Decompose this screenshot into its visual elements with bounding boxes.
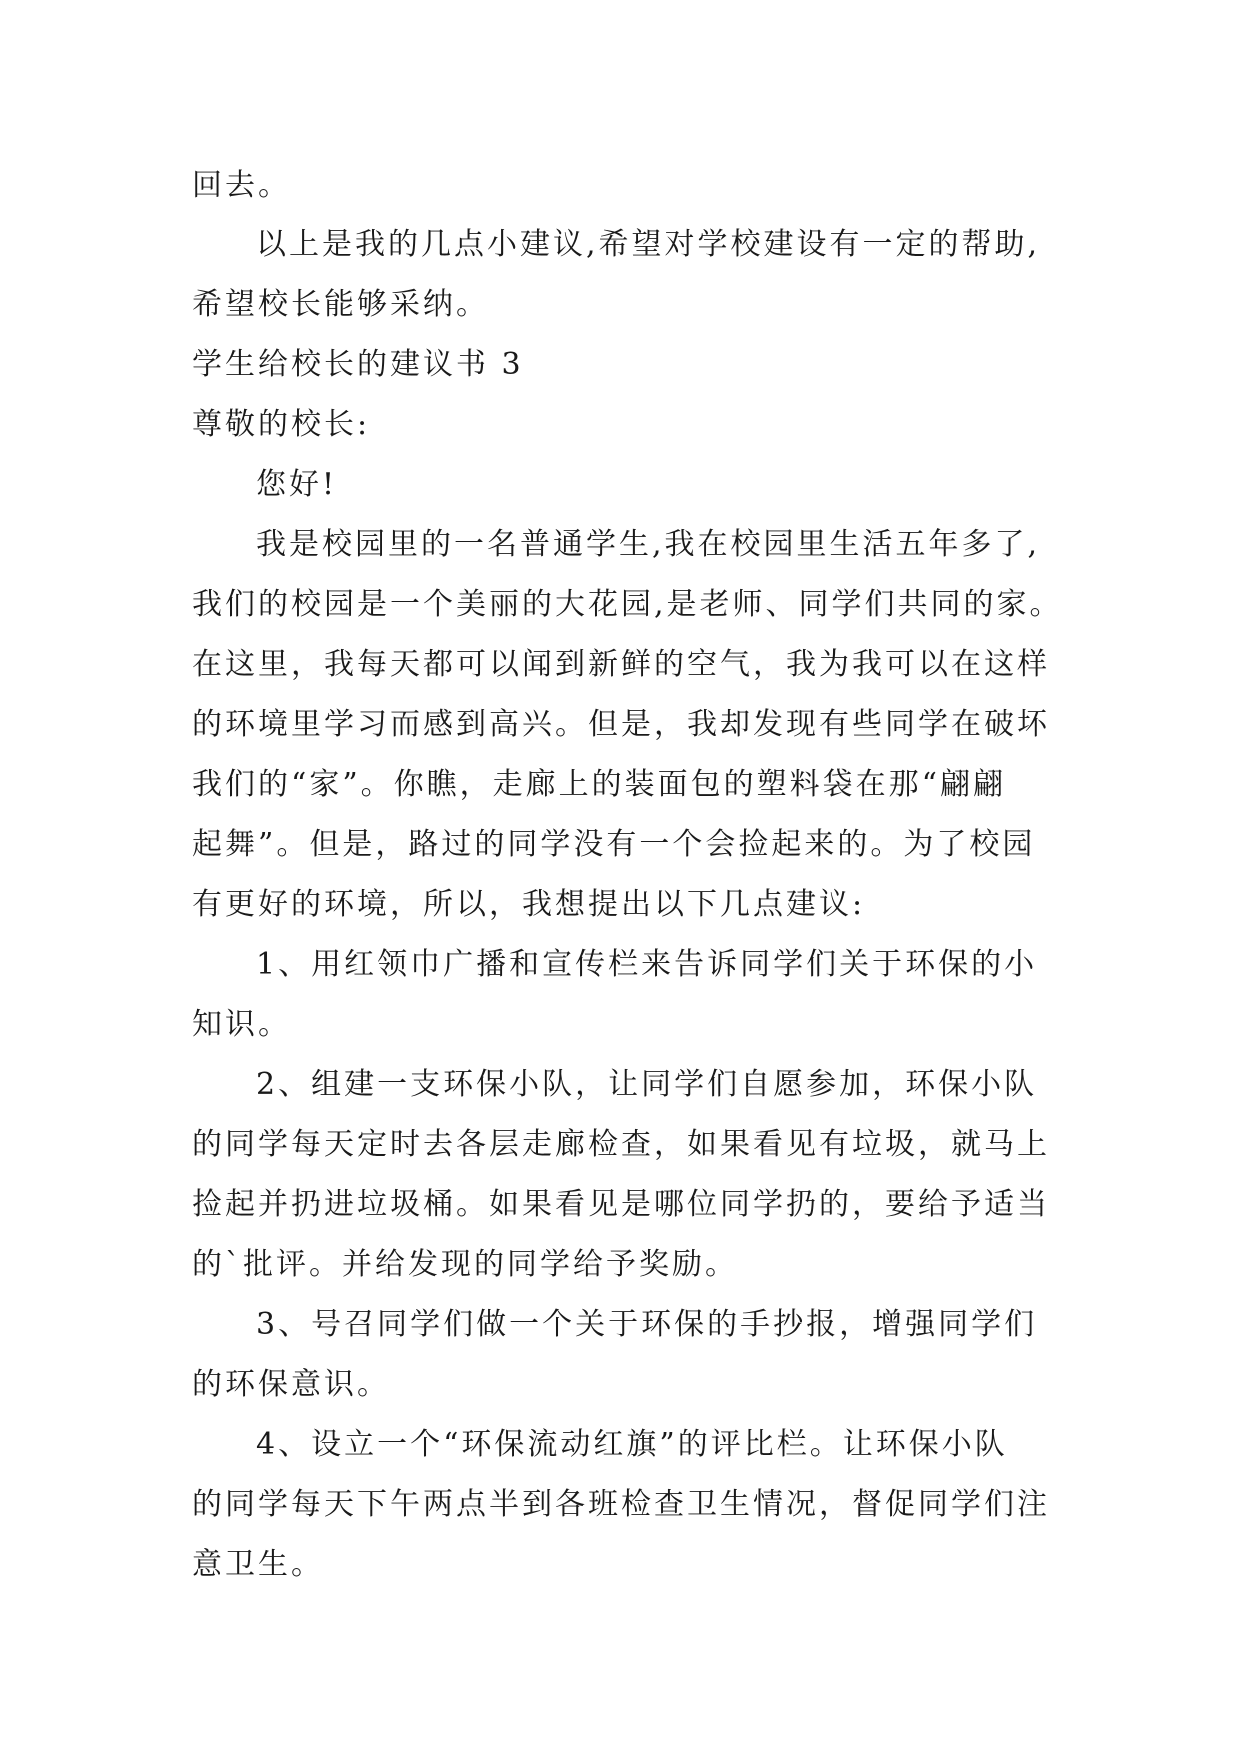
- text-line: 的同学每天下午两点半到各班检查卫生情况，督促同学们注: [192, 1487, 1050, 1522]
- text-line: 我是校园里的一名普通学生,我在校园里生活五年多了,: [256, 527, 1041, 562]
- greeting: 您好!: [256, 467, 338, 502]
- text-line: 我们的校园是一个美丽的大花园,是老师、同学们共同的家。: [192, 587, 1063, 622]
- text-line: 的`批评。并给发现的同学给予奖励。: [192, 1247, 738, 1282]
- text-line: 我们的“家”。你瞧，走廊上的装面包的塑料袋在那“翩翩: [192, 767, 1007, 802]
- text-line: 捡起并扔进垃圾桶。如果看见是哪位同学扔的，要给予适当: [192, 1187, 1050, 1222]
- text-line: 起舞”。但是，路过的同学没有一个会捡起来的。为了校园: [192, 827, 1036, 862]
- text-line: 的同学每天定时去各层走廊检查，如果看见有垃圾，就马上: [192, 1127, 1050, 1162]
- text-line: 知识。: [192, 1007, 291, 1042]
- text-line: 以上是我的几点小建议,希望对学校建设有一定的帮助,: [256, 227, 1041, 262]
- text-line: 有更好的环境，所以，我想提出以下几点建议:: [192, 887, 866, 922]
- list-item: 1、用红领巾广播和宣传栏来告诉同学们关于环保的小: [256, 947, 1038, 982]
- list-item: 4、设立一个“环保流动红旗”的评比栏。让环保小队: [256, 1427, 1008, 1462]
- section-heading: 学生给校长的建议书 3: [192, 347, 524, 382]
- list-item: 2、组建一支环保小队，让同学们自愿参加，环保小队: [256, 1067, 1038, 1102]
- list-item: 3、号召同学们做一个关于环保的手抄报，增强同学们: [256, 1307, 1038, 1342]
- text-line: 意卫生。: [192, 1547, 324, 1582]
- text-line: 回去。: [192, 168, 291, 203]
- salutation: 尊敬的校长:: [192, 407, 371, 442]
- text-line: 在这里，我每天都可以闻到新鲜的空气，我为我可以在这样: [192, 647, 1050, 682]
- text-line: 希望校长能够采纳。: [192, 287, 489, 322]
- text-line: 的环境里学习而感到高兴。但是，我却发现有些同学在破坏: [192, 707, 1050, 742]
- text-line: 的环保意识。: [192, 1367, 390, 1402]
